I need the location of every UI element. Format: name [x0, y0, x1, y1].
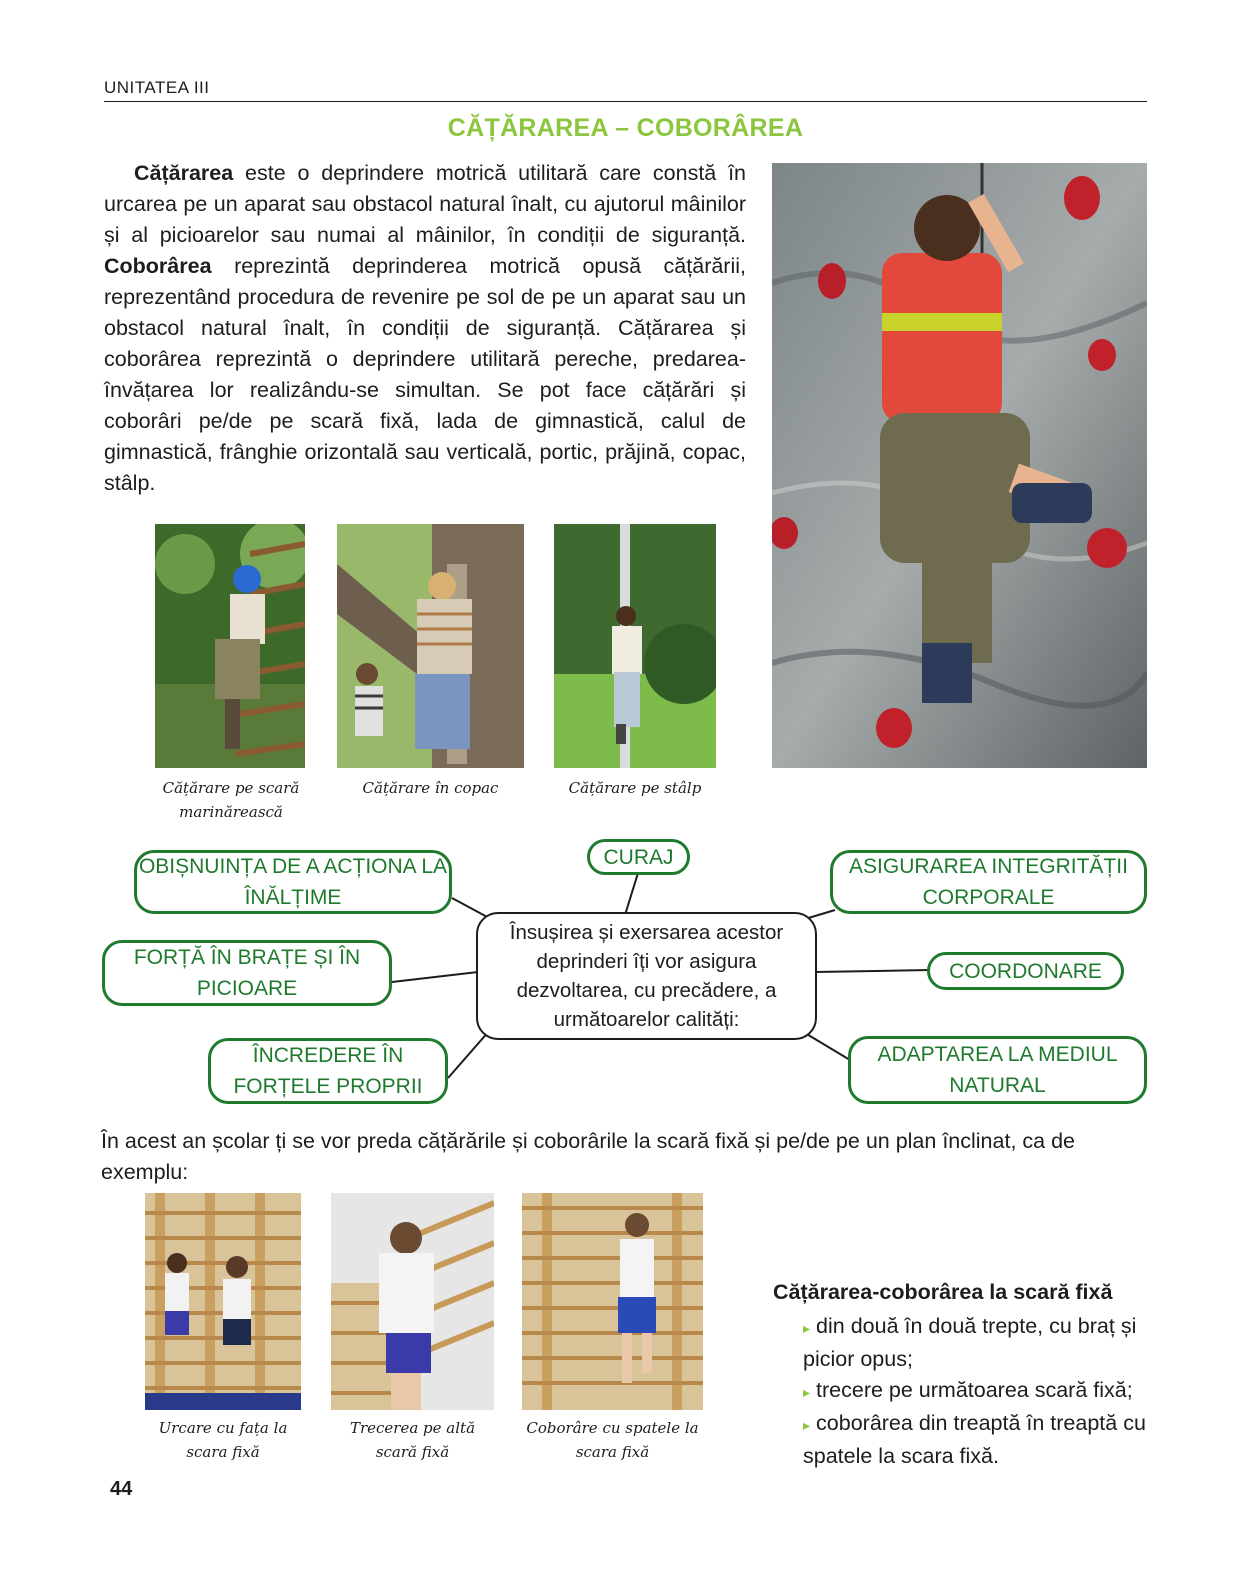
procedure-item-1: din două în două trepte, cu braț și picior opus; — [803, 1314, 1137, 1371]
unit-label: UNITATEA III — [104, 78, 210, 97]
page-title: CĂȚĂRAREA – COBORÂREA — [447, 114, 804, 142]
caption-climb-up: Urcare cu fața la scara fixă — [158, 1419, 288, 1461]
pole-climbing-photo — [554, 524, 716, 768]
list-item — [803, 1375, 1153, 1408]
list-item — [803, 1408, 1153, 1472]
bullet-arrow-icon: ▸ — [803, 1384, 811, 1400]
list-item — [803, 1311, 1153, 1375]
lesson-text: În acest an școlar ți se vor preda cățărările și coborârile la scară fixă și pe/de pe un plan înclinat, ca de exemplu: — [101, 1129, 1075, 1184]
bullet-arrow-icon: ▸ — [803, 1417, 811, 1433]
header-rule — [104, 101, 1147, 102]
page-number: 44 — [110, 1478, 133, 1500]
wallbars-climb-up-photo — [145, 1193, 301, 1410]
caption-rope-ladder: Cățărare pe scară marinărească — [162, 779, 300, 821]
caption-pole: Cățărare pe stâlp — [568, 779, 702, 797]
caption-climb-down: Coborâre cu spatele la scara fixă — [526, 1419, 699, 1461]
quality-strength: FORȚĂ ÎN BRAȚE ȘI ÎN PICIOARE — [102, 940, 392, 1006]
procedure-title: Cățărarea-coborârea la scară fixă — [773, 1280, 1113, 1304]
procedure-list — [803, 1311, 1153, 1472]
mindmap-center: Însușirea și exersarea acestor deprinderi îți vor asigura dezvoltarea, cu precădere, a următoarelor calități: — [476, 912, 817, 1040]
intro-text-2: reprezintă deprinderea motrică opusă cățărării, reprezentând procedura de revenire pe sol de pe un aparat sau un obstacol natural înalt, în condiții de siguranță. Cățărarea și coborârea reprezintă o deprindere utilitară pereche, predarea-învățarea lor realizându-se simultan. Se pot face cățărări și coborâri pe/de pe scară fixă, lada de gimnastică, calul de gimnastică, frânghie orizontală sau verticală, portic, prăjină, copac, stâlp. — [104, 254, 746, 495]
quality-coordination: COORDONARE — [927, 952, 1124, 990]
wallbars-climb-down-photo — [522, 1193, 703, 1410]
quality-self-confidence: ÎNCREDERE ÎN FORȚELE PROPRII — [208, 1038, 448, 1104]
term-descending: Coborârea — [104, 254, 212, 278]
intro-paragraph — [104, 158, 746, 499]
caption-transfer: Trecerea pe altă scară fixă — [349, 1419, 476, 1461]
quality-nature-adaptation: ADAPTAREA LA MEDIUL NATURAL — [848, 1036, 1147, 1104]
wallbars-transfer-photo — [331, 1193, 494, 1410]
quality-courage: CURAJ — [587, 839, 690, 875]
bullet-arrow-icon: ▸ — [803, 1320, 811, 1336]
quality-height-habit: OBIȘNUINȚA DE A ACȚIONA LA ÎNĂLȚIME — [134, 850, 452, 914]
tree-climbing-photo — [337, 524, 524, 768]
intro-text-1: este o deprindere motrică utilitară care constă în urcarea pe un aparat sau obstacol natural înalt, cu ajutorul mâinilor și al picioarelor sau numai al mâinilor, în condiții de siguranță. — [104, 161, 746, 247]
term-climbing: Cățărarea — [134, 161, 234, 185]
procedure-item-2: trecere pe următoarea scară fixă; — [816, 1378, 1133, 1402]
climbing-wall-photo — [772, 163, 1147, 768]
caption-tree: Cățărare în copac — [362, 779, 499, 797]
procedure-item-3: coborârea din treaptă în treaptă cu spatele la scara fixă. — [803, 1411, 1146, 1468]
rope-ladder-photo — [155, 524, 305, 768]
quality-body-integrity: ASIGURAREA INTEGRITĂȚII CORPORALE — [830, 850, 1147, 914]
